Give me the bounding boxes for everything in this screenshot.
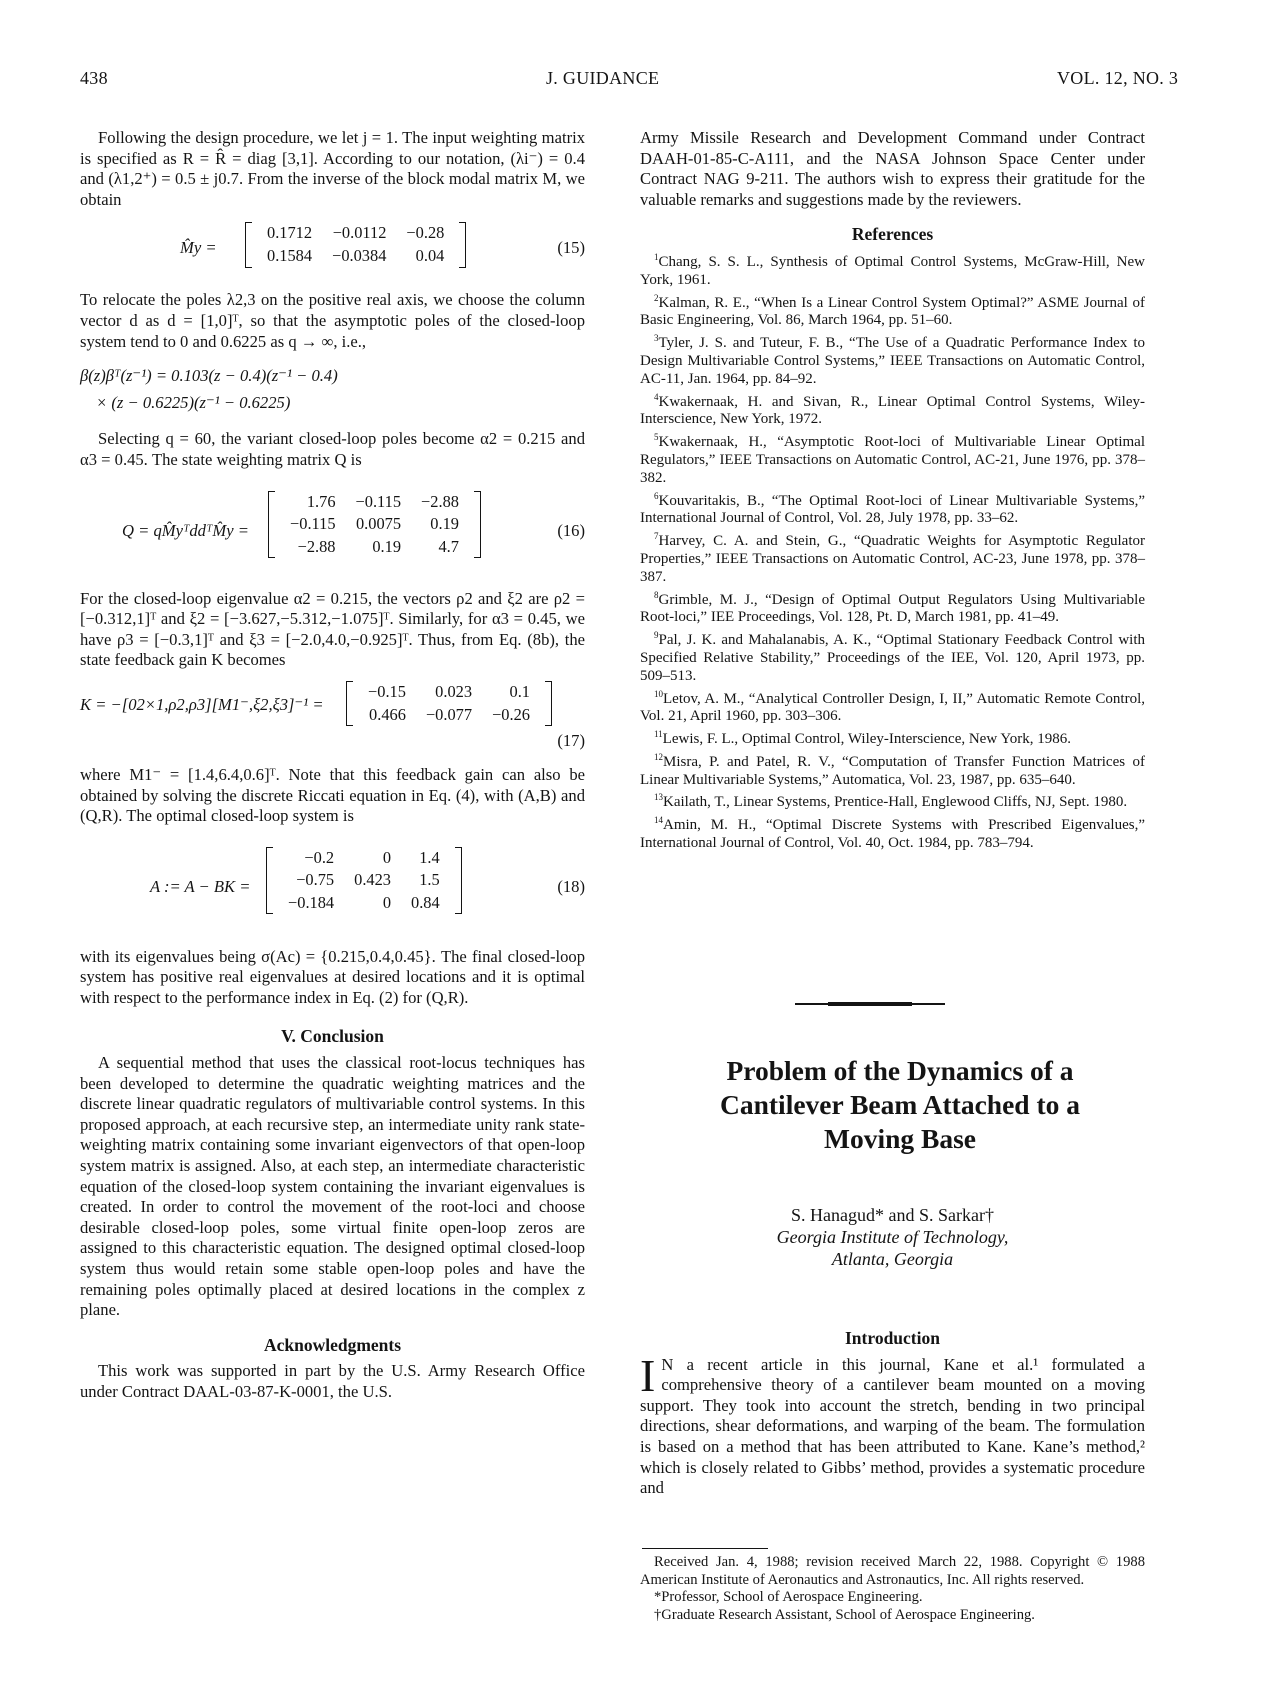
matrix-cell: −0.0384 <box>332 245 387 265</box>
introduction-section <box>640 1328 1145 1509</box>
reference-item <box>640 488 1145 529</box>
matrix-cell: −0.115 <box>355 491 402 511</box>
article-title: Problem of the Dynamics of a Cantilever Beam Attached to a Moving Base <box>720 1055 1080 1154</box>
reference-number: 6 <box>654 490 659 501</box>
reference-text: Lewis, F. L., Optimal Control, Wiley-Interscience, New York, 1986. <box>662 731 1071 748</box>
reference-number: 2 <box>654 292 659 303</box>
equation-17 <box>80 681 585 753</box>
matrix-cell: −2.88 <box>421 491 459 511</box>
journal-name: J. GUIDANCE <box>546 68 660 88</box>
matrix-cell: −0.184 <box>288 892 335 912</box>
reference-list <box>640 249 1145 853</box>
section-heading-acknowledgments: Acknowledgments <box>263 1334 402 1355</box>
reference-text: Kailath, T., Linear Systems, Prentice-Hall, Englewood Cliffs, NJ, Sept. 1980. <box>663 794 1128 811</box>
reference-text: Grimble, M. J., “Design of Optimal Output Regulators Using Multivariable Root-loci,” IEE Proceedings, Vol. 128, Pt. D, March 1981, pp. 41–49. <box>640 591 1145 626</box>
equation-lhs: K = −[02×1,ρ2,ρ3][M1⁻,ξ2,ξ3]⁻¹ = <box>80 694 324 714</box>
equation-15 <box>80 220 585 278</box>
footnotes <box>640 1554 1145 1624</box>
matrix-row <box>280 536 469 559</box>
matrix-cell: 0.0075 <box>355 514 402 534</box>
matrix-row <box>280 491 469 514</box>
matrix-cell: 0.423 <box>354 870 392 890</box>
left-column <box>80 128 585 1413</box>
volume-info: VOL. 12, NO. 3 <box>1057 68 1179 88</box>
matrix-cell: 0.1712 <box>267 223 313 243</box>
reference-number: 12 <box>654 751 663 762</box>
matrix-cell: −0.2 <box>304 847 335 867</box>
matrix-cell: 0.19 <box>430 514 459 534</box>
page-number: 438 <box>80 68 108 88</box>
reference-text: Kwakernaak, H., “Asymptotic Root-loci of Multivariable Linear Optimal Regulators,” IEEE Transactions on Automatic Control, AC-21, June 1976, pp. 378–382. <box>640 434 1145 486</box>
matrix-cell: −2.88 <box>297 536 336 556</box>
footnote: †Graduate Research Assistant, School of Aerospace Engineering. <box>654 1606 1035 1623</box>
matrix-cell: 0.1584 <box>267 245 313 265</box>
equation-number: (18) <box>557 876 585 896</box>
author-block <box>640 1204 1145 1270</box>
matrix-cell: −0.26 <box>492 704 530 724</box>
matrix-cell: −0.28 <box>406 223 445 243</box>
matrix-cell: −0.75 <box>296 870 335 890</box>
reference-number: 13 <box>654 792 663 803</box>
matrix-cell: −0.15 <box>368 681 406 701</box>
equation-16 <box>80 489 585 573</box>
matrix-row <box>257 245 454 268</box>
intro-text: N a recent article in this journal, Kane et al.¹ formulated a comprehensive theory of a cantilever beam mounted on a moving support. They took into account the stretch, bending in two principal directions, shear deformations, and warping of the beam. The formulation is based on a method that has been attributed to Kane. Kane’s method,² which is closely related to Gibbs’ method, provides a systematic procedure and <box>640 1354 1145 1498</box>
matrix-cell: −0.0112 <box>332 223 387 243</box>
reference-text: Tyler, J. S. and Tuteur, F. B., “The Use of a Quadratic Performance Index to Design Multivariable Control Systems,” IEEE Transactions on Automatic Control, AC-11, Jan. 1964, pp. 84–92. <box>640 335 1145 387</box>
reference-text: Amin, M. H., “Optimal Discrete Systems with Prescribed Eigenvalues,” International Journal of Control, Vol. 40, Oct. 1984, pp. 783–794. <box>640 817 1145 852</box>
right-column <box>640 128 1145 853</box>
reference-text: Kalman, R. E., “When Is a Linear Control System Optimal?” ASME Journal of Basic Engineering, Vol. 86, March 1964, pp. 51–60. <box>640 294 1145 329</box>
reference-item <box>640 749 1145 790</box>
matrix <box>245 222 466 267</box>
matrix-cell: 1.5 <box>419 870 440 890</box>
equation-beta <box>80 366 585 413</box>
reference-text: Kouvaritakis, B., “The Optimal Root-loci of Linear Multivariable Systems,” International Journal of Control, Vol. 28, July 1978, pp. 33–62. <box>640 492 1145 527</box>
matrix-cell: 0.04 <box>415 245 445 265</box>
article-divider-center <box>828 1002 912 1006</box>
footnote: *Professor, School of Aerospace Engineering. <box>654 1589 923 1605</box>
reference-number: 4 <box>654 391 659 402</box>
matrix-cell: 0.84 <box>411 892 440 912</box>
paragraph: with its eigenvalues being σ(Ac) = {0.215,0.4,0.45}. The final closed-loop system has positive real eigenvalues at desired locations and it is optimal with respect to the performance index in Eq. (2) for (Q,R). <box>80 946 585 1007</box>
reference-item <box>640 389 1145 430</box>
reference-number: 7 <box>654 531 659 542</box>
matrix-cell: −0.115 <box>290 514 336 534</box>
reference-text: Letov, A. M., “Analytical Controller Design, I, II,” Automatic Remote Control, Vol. 21, April 1960, pp. 303–306. <box>640 690 1145 725</box>
reference-item <box>640 686 1145 727</box>
affiliation-city: Atlanta, Georgia <box>831 1249 954 1269</box>
reference-number: 5 <box>654 432 659 443</box>
reference-number: 1 <box>654 251 659 262</box>
matrix <box>346 681 552 726</box>
reference-item <box>640 789 1145 812</box>
reference-text: Chang, S. S. L., Synthesis of Optimal Control Systems, McGraw-Hill, New York, 1961. <box>640 253 1145 288</box>
matrix-cell: 4.7 <box>438 536 459 556</box>
matrix-cell: 0 <box>382 847 392 867</box>
matrix-cell: 0.466 <box>369 704 406 724</box>
reference-item <box>640 528 1145 586</box>
authors: S. Hanagud* and S. Sarkar† <box>791 1205 994 1225</box>
reference-item <box>640 249 1145 290</box>
equation-lhs: M̂y = <box>180 238 217 258</box>
paragraph: A sequential method that uses the classical root-locus techniques has been developed to determine the quadratic weighting matrices and the discrete linear quadratic regulators of multivariable control systems. In this proposed approach, at each recursive step, an intermediate unity rank state-weighting matrix containing some invariant eigenvectors of that open-loop system matrix is assigned. Also, at each step, an intermediate characteristic equation of the closed-loop system containing the invariant eigenvalues is created. In order to control the movement of the root-loci and choose desirable closed-loop poles, some virtual finite open-loop zeros are assigned to this characteristic equation. The designed optimal closed-loop system thus would retain some stable open-loop poles and have the remaining poles optimally placed at desired locations in the complex z plane. <box>80 1053 585 1320</box>
reference-item <box>640 627 1145 685</box>
reference-item <box>640 429 1145 487</box>
matrix-row <box>280 513 469 536</box>
equation-18 <box>80 845 585 931</box>
matrix <box>266 847 462 915</box>
paragraph: Selecting q = 60, the variant closed-loop poles become α2 = 0.215 and α3 = 0.45. The state weighting matrix Q is <box>80 429 585 469</box>
matrix-row <box>278 869 450 892</box>
matrix-row <box>358 704 540 727</box>
paragraph: Army Missile Research and Development Command under Contract DAAH-01-85-C-A111, and the NASA Johnson Space Center under Contract NAG 9-211. The authors wish to express their gratitude for the valuable remarks and suggestions made by the reviewers. <box>640 128 1145 209</box>
equation-number: (17) <box>557 730 585 750</box>
footnote-rule <box>642 1548 768 1549</box>
equation-lhs: A := A − BK = <box>150 876 251 896</box>
paragraph: Following the design procedure, we let j = 1. The input weighting matrix is specified as R = R̂ = diag [3,1]. According to our notation, (λi⁻) = 0.4 and (λ1,2⁺) = 0.5 ± j0.7. From the inverse of the block modal matrix M, we obtain <box>80 128 585 209</box>
section-heading-conclusion: V. Conclusion <box>281 1026 384 1047</box>
section-heading-introduction: Introduction <box>845 1328 940 1348</box>
affiliation: Georgia Institute of Technology, <box>776 1227 1009 1247</box>
equation-lhs: Q = qM̂yᵀddᵀM̂y = <box>122 520 249 540</box>
paragraph: where M1⁻ = [1.4,6.4,0.6]ᵀ. Note that this feedback gain can also be obtained by solving the discrete Riccati equation in Eq. (4), with (A,B) and (Q,R). The optimal closed-loop system is <box>80 764 585 826</box>
paragraph: To relocate the poles λ2,3 on the positive real axis, we choose the column vector d as d = [1,0]ᵀ, so that the asymptotic poles of the closed-loop system tend to 0 and 0.6225 as q → ∞, i.e., <box>80 290 585 351</box>
matrix-cell: −0.077 <box>425 704 473 724</box>
paragraph <box>640 1349 1145 1499</box>
reference-text: Harvey, C. A. and Stein, G., “Quadratic Weights for Asymptotic Regulator Properties,” IEEE Transactions on Automatic Control, AC-23, June 1978, pp. 378–387. <box>640 533 1145 585</box>
matrix-cell: 0 <box>382 892 392 912</box>
paragraph: This work was supported in part by the U.S. Army Research Office under Contract DAAL-03-87-K-0001, the U.S. <box>80 1361 585 1401</box>
footnote: Received Jan. 4, 1988; revision received March 22, 1988. Copyright © 1988 American Institute of Aeronautics and Astronautics, Inc. All rights reserved. <box>640 1554 1145 1588</box>
reference-number: 3 <box>654 333 659 344</box>
matrix-row <box>278 892 450 915</box>
reference-number: 9 <box>654 630 659 641</box>
matrix-cell: 1.76 <box>306 491 336 511</box>
reference-item <box>640 330 1145 388</box>
reference-text: Pal, J. K. and Mahalanabis, A. K., “Optimal Stationary Feedback Control with Specified Relative Stability,” Proceedings of the IEE, Vol. 120, April 1973, pp. 509–513. <box>640 632 1145 684</box>
equation-line: × (z − 0.6225)(z⁻¹ − 0.6225) <box>96 392 291 412</box>
matrix-cell: 0.023 <box>435 681 473 701</box>
reference-text: Kwakernaak, H. and Sivan, R., Linear Optimal Control Systems, Wiley-Interscience, New York, 1972. <box>640 393 1145 428</box>
equation-line: β(z)βᵀ(z⁻¹) = 0.103(z − 0.4)(z⁻¹ − 0.4) <box>80 366 338 386</box>
section-heading-references: References <box>851 224 934 245</box>
matrix <box>268 491 481 559</box>
reference-number: 10 <box>654 688 663 699</box>
matrix-row <box>257 222 454 245</box>
equation-number: (15) <box>557 238 585 258</box>
matrix-row <box>358 681 540 704</box>
reference-number: 8 <box>654 589 659 600</box>
matrix-row <box>278 847 450 870</box>
drop-cap: I <box>640 1349 656 1401</box>
reference-number: 14 <box>654 815 663 826</box>
reference-item <box>640 290 1145 331</box>
equation-number: (16) <box>557 520 585 540</box>
matrix-cell: 0.19 <box>372 536 402 556</box>
reference-item <box>640 726 1145 749</box>
article-title-block <box>690 1054 1110 1156</box>
matrix-cell: 0.1 <box>509 681 530 701</box>
paragraph: For the closed-loop eigenvalue α2 = 0.215, the vectors ρ2 and ξ2 are ρ2 = [−0.312,1]ᵀ and ξ2 = [−3.627,−5.312,−1.075]ᵀ. Similarly, for α3 = 0.45, we have ρ3 = [−0.3,1]ᵀ and ξ3 = [−2.0,4.0,−0.925]ᵀ. Thus, from Eq. (8b), the state feedback gain K becomes <box>80 588 585 670</box>
reference-number: 11 <box>654 729 663 740</box>
reference-item <box>640 812 1145 853</box>
reference-item <box>640 587 1145 628</box>
reference-text: Misra, P. and Patel, R. V., “Computation of Transfer Function Matrices of Linear Multivariable Systems,” Automatica, Vol. 23, 1987, pp. 635–640. <box>640 753 1145 788</box>
matrix-cell: 1.4 <box>419 847 440 867</box>
